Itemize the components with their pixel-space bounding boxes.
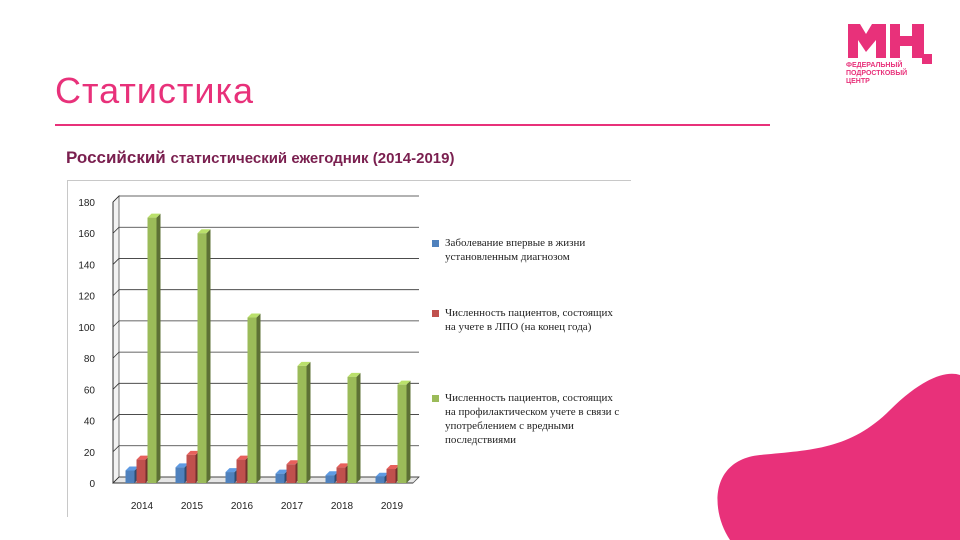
bar <box>126 471 135 483</box>
bar-side <box>407 381 411 483</box>
bar <box>398 385 407 483</box>
bar <box>137 460 146 483</box>
x-tick-label: 2017 <box>280 501 304 512</box>
y-tick-label: 40 <box>83 416 95 428</box>
slide-title: Статистика <box>55 70 255 111</box>
bar-side <box>157 214 161 483</box>
bar-side <box>207 229 211 483</box>
bar-side <box>257 314 261 483</box>
bar <box>287 464 296 483</box>
y-tick-label: 120 <box>78 291 95 303</box>
bar <box>237 460 246 483</box>
logo-line: ПОДРОСТКОВЫЙ <box>846 70 908 77</box>
chart-side-wall <box>113 196 119 483</box>
bar <box>148 218 157 483</box>
y-tick-label: 0 <box>89 479 95 490</box>
bar <box>198 233 207 483</box>
logo-line: ЦЕНТР <box>846 78 870 85</box>
bar <box>248 318 257 483</box>
bar-side <box>307 362 311 483</box>
bar <box>298 366 307 483</box>
bar <box>187 455 196 483</box>
bar <box>348 377 357 483</box>
legend-label: Численность пациентов, состоящих на профилактическом учете в связи с употреблением с вредными последствиями <box>445 392 620 446</box>
bar <box>337 467 346 483</box>
subtitle-bold: Российский <box>66 148 166 167</box>
legend-swatch <box>432 395 439 402</box>
y-tick-label: 60 <box>83 385 95 397</box>
x-tick-label: 2015 <box>180 501 204 512</box>
x-tick-label: 2016 <box>230 501 254 512</box>
legend-swatch <box>432 240 439 247</box>
bar <box>176 467 185 483</box>
logo-line: ФЕДЕРАЛЬНЫЙ <box>846 62 903 69</box>
y-tick-label: 180 <box>78 198 95 209</box>
legend-label: Численность пациентов, состоящих на учете в ЛПО (на конец года) <box>445 307 613 333</box>
bar <box>376 477 385 483</box>
subtitle-rest: статистический ежегодник (2014-2019) <box>170 150 455 167</box>
x-tick-label: 2019 <box>380 501 404 512</box>
bar <box>326 475 335 483</box>
y-tick-label: 100 <box>78 322 95 334</box>
bar <box>276 474 285 483</box>
x-tick-label: 2018 <box>330 501 354 512</box>
bar-side <box>357 373 361 483</box>
legend-swatch <box>432 310 439 317</box>
bar <box>387 469 396 483</box>
bar <box>226 472 235 483</box>
y-tick-label: 140 <box>78 260 95 272</box>
gridline <box>113 196 419 202</box>
x-tick-label: 2014 <box>130 501 154 512</box>
y-tick-label: 80 <box>83 354 95 366</box>
legend-label: Заболевание впервые в жизни установленным диагнозом <box>445 237 586 263</box>
y-tick-label: 160 <box>78 229 95 241</box>
y-tick-label: 20 <box>83 447 95 459</box>
